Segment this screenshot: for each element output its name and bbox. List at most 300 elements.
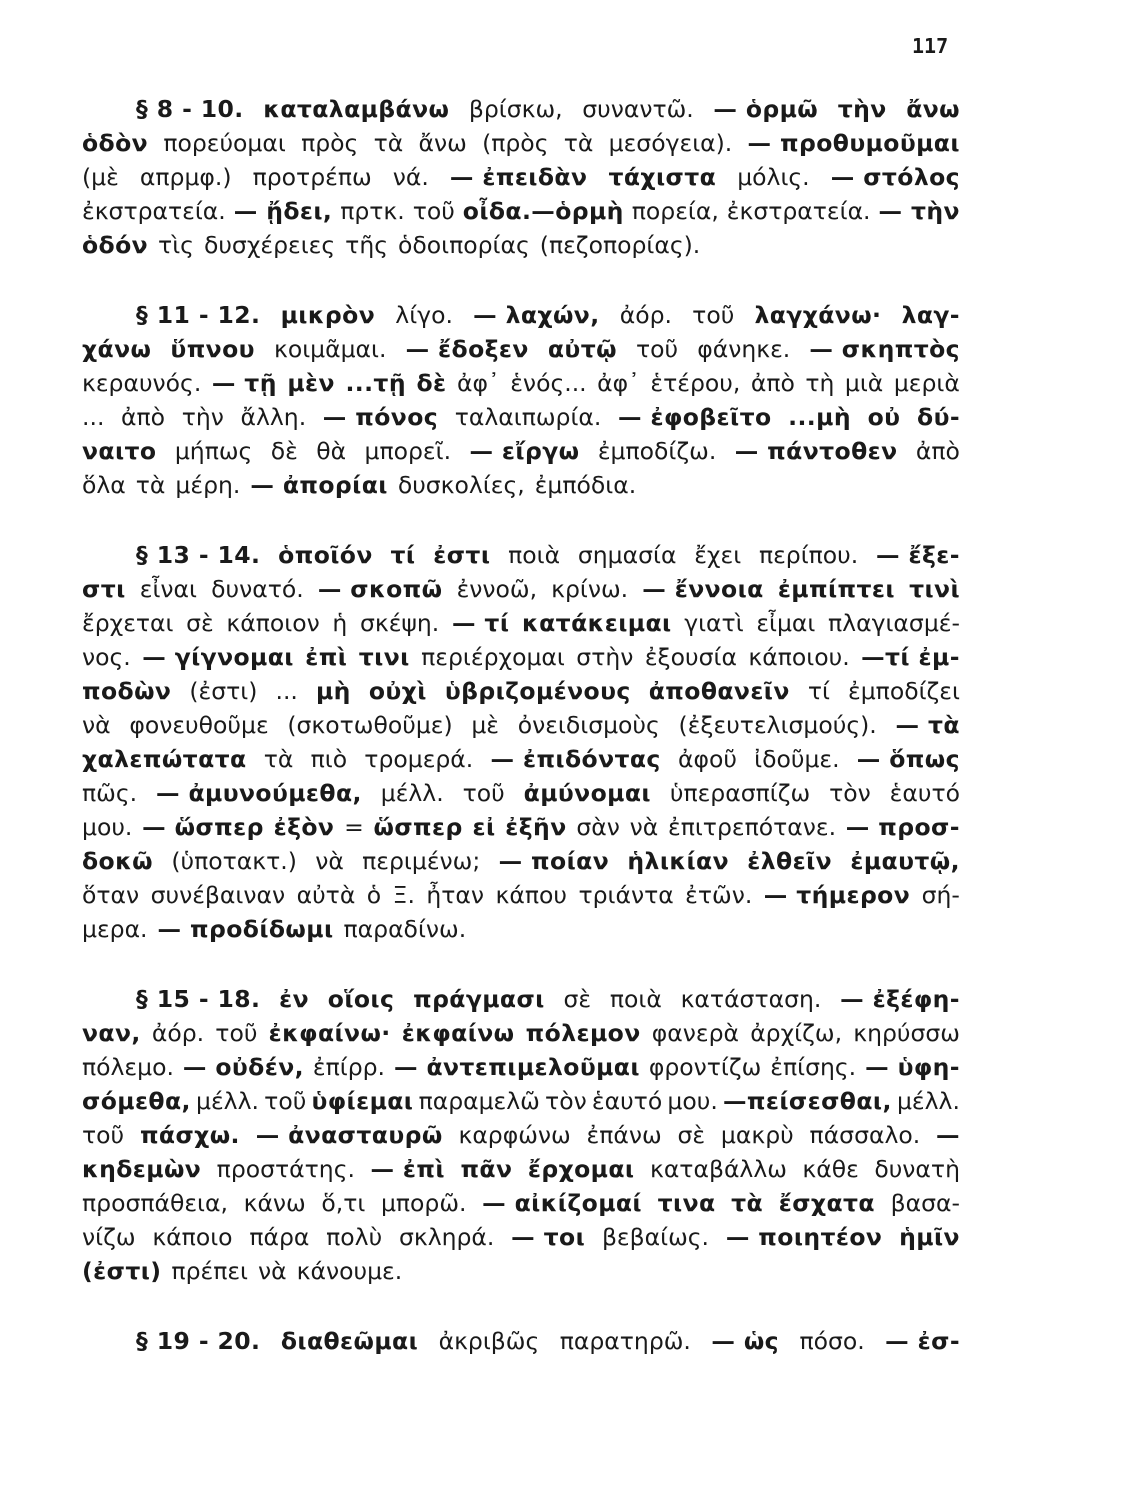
definition-word: τὰ — [263, 745, 294, 773]
definition-word: (ἐστι) — [189, 677, 258, 705]
text-line — [82, 228, 960, 262]
definition-word: ἄλλη. — [240, 403, 307, 431]
headword: — τῇ — [211, 369, 277, 397]
headword: ἐξῆν — [505, 813, 567, 841]
definition-word: τοῦ — [462, 779, 505, 807]
headword: — ὥσπερ — [142, 813, 264, 841]
definition-word: ἐκστρατεία. — [82, 197, 226, 225]
text-line — [82, 160, 960, 194]
headword: — σκηπτὸς — [809, 335, 960, 363]
definition-word: σκληρά. — [398, 1223, 495, 1251]
definition-word: σὲ — [563, 985, 592, 1013]
headword: — σκοπῶ — [317, 575, 443, 603]
definition-word: σή- — [921, 881, 960, 909]
text-line — [82, 366, 960, 400]
headword: — ποιητέον — [725, 1223, 883, 1251]
headword: ἐμαυτῷ, — [850, 847, 960, 875]
definition-word: παραδίνω. — [343, 915, 467, 943]
headword: εἰ — [472, 813, 496, 841]
definition-word: ὁδοιπορίας — [398, 231, 530, 259]
definition-word: ἐμποδίζει — [848, 677, 960, 705]
definition-word: ὅλα — [82, 471, 126, 499]
definition-word: μου. — [667, 1087, 718, 1115]
text-line — [82, 1152, 960, 1186]
headword: τινα — [657, 1189, 716, 1217]
headword: καταλαμβάνω — [263, 95, 450, 123]
headword: —πείσεσθαι, — [723, 1087, 892, 1115]
definition-word: μακρὺ — [720, 1121, 794, 1149]
definition-word: θὰ — [316, 437, 347, 465]
text-line — [82, 1016, 960, 1050]
definition-word: τοῦ — [412, 197, 455, 225]
text-line — [82, 400, 960, 434]
definition-word: ἐξουσία — [644, 643, 737, 671]
headword: — ἀντεπιμελοῦμαι — [393, 1053, 640, 1081]
definition-word: μπορῶ. — [380, 1189, 467, 1217]
definition-word: ἀρχίζω, — [750, 1019, 843, 1047]
headword: δὲ — [416, 369, 447, 397]
headword: ὑβριζομένους — [444, 677, 631, 705]
definition-word: τὸν — [829, 779, 871, 807]
text-line — [82, 572, 960, 606]
headword: ὁδὸν — [82, 129, 149, 157]
headword: τὴν — [837, 95, 887, 123]
definition-word: κοιμᾶμαι. — [273, 335, 387, 363]
headword: ...τῇ — [345, 369, 406, 397]
headword: — τὴν — [878, 197, 960, 225]
definition-word: πόσο. — [799, 1327, 865, 1355]
headword: μικρὸν — [280, 301, 376, 329]
definition-word: ἰδοῦμε. — [754, 745, 840, 773]
definition-word: (πεζοπορίας). — [539, 231, 701, 259]
headword: πόλεμον — [525, 1019, 641, 1047]
headword: — οὐδέν, — [182, 1053, 304, 1081]
headword: — εἴργω — [469, 437, 580, 465]
headword: κατάκειμαι — [522, 609, 672, 637]
definition-word: ἐπάνω — [586, 1121, 662, 1149]
text-line — [82, 606, 960, 640]
definition-word: νος. — [82, 643, 131, 671]
definition-word: ἑαυτό — [591, 1087, 663, 1115]
headword: λαγχάνω· — [754, 301, 882, 329]
headword: — ἀμυνούμεθα, — [156, 779, 362, 807]
definition-word: στὴν — [576, 643, 634, 671]
definition-word: πόλεμο. — [82, 1053, 174, 1081]
definition-word: (πρὸς — [482, 129, 549, 157]
definition-word: ἀφοῦ — [677, 745, 737, 773]
text-line — [136, 538, 960, 572]
definition-word: εἶναι — [139, 575, 197, 603]
definition-word: ἑνός... — [510, 369, 587, 397]
headword: μὲν — [287, 369, 335, 397]
headword: λαγ- — [901, 301, 960, 329]
definition-word: πάσσαλο. — [809, 1121, 921, 1149]
definition-word: (ἐξευτελισμούς). — [678, 711, 877, 739]
text-line — [82, 708, 960, 742]
headword: χαλεπώτατα — [82, 745, 247, 773]
definition-word: μέρη. — [175, 471, 241, 499]
headword: — ἀπορίαι — [250, 471, 388, 499]
definition-word: λίγο. — [395, 301, 453, 329]
definition-word: κάνουμε. — [296, 1257, 403, 1285]
definition-word: δυσκολίες, — [397, 471, 525, 499]
headword: διαθεῶμαι — [280, 1327, 419, 1355]
headword: — ὁρμῶ — [713, 95, 819, 123]
headword: — ὑφη- — [865, 1053, 960, 1081]
definition-word: ... — [275, 677, 298, 705]
headword: § 15 - 18. — [136, 985, 261, 1013]
definition-word: δυσχέρειες — [203, 231, 336, 259]
headword: οὐχὶ — [368, 677, 427, 705]
headword: —τί ἐμ- — [861, 643, 960, 671]
definition-word: ὁ — [366, 881, 382, 909]
headword: — ἔννοια — [642, 575, 764, 603]
headword: τινι — [358, 643, 410, 671]
definition-word: νὰ — [315, 847, 344, 875]
definition-word: πιὸ — [310, 745, 348, 773]
text-line — [82, 1254, 960, 1288]
definition-word: ἔχει — [694, 541, 742, 569]
headword: ὁποῖόν — [278, 541, 373, 569]
headword: ἐν — [279, 985, 310, 1013]
text-line — [82, 674, 960, 708]
definition-word: κατάσταση. — [680, 985, 822, 1013]
definition-word: βρίσκω, — [468, 95, 563, 123]
definition-word: ποιὰ — [609, 985, 662, 1013]
headword: ἀποθανεῖν — [648, 677, 790, 705]
definition-word: ... — [82, 403, 105, 431]
text-line — [82, 776, 960, 810]
headword: σόμεθα, — [82, 1087, 191, 1115]
headword: ναν, — [82, 1019, 141, 1047]
definition-word: ἡ — [332, 609, 348, 637]
headword: ἄνω — [906, 95, 960, 123]
headword: ἐμπίπτει — [777, 575, 895, 603]
headword: ὁδόν — [82, 231, 149, 259]
definition-word: ἐτῶν. — [685, 881, 753, 909]
text-line — [82, 194, 960, 228]
headword: τάχιστα — [608, 163, 717, 191]
headword: — προσ- — [845, 813, 960, 841]
headword: αὐτῷ — [547, 335, 617, 363]
definition-word: ἐπιτρεπότανε. — [668, 813, 837, 841]
definition-word: μέλλ. — [896, 1087, 960, 1115]
headword: — ἐπὶ — [370, 1155, 445, 1183]
definition-word: ἀόρ. — [151, 1019, 205, 1047]
definition-word: ἦταν — [426, 881, 485, 909]
text-line — [82, 434, 960, 468]
headword: — ᾔδει, — [233, 197, 333, 225]
headword: ὥσπερ — [373, 813, 463, 841]
definition-word: μου. — [82, 813, 133, 841]
text-line — [82, 912, 960, 946]
definition-word: νίζω — [82, 1223, 136, 1251]
text-line — [82, 1186, 960, 1220]
headword: — λαχών, — [473, 301, 600, 329]
text-line — [82, 1084, 960, 1118]
definition-word: τοῦ — [692, 301, 735, 329]
headword: στι — [82, 575, 126, 603]
definition-word: κηρύσσω — [853, 1019, 960, 1047]
headword: — στόλος — [830, 163, 960, 191]
text-line — [136, 92, 960, 126]
headword: δοκῶ — [82, 847, 154, 875]
definition-word: συνέβαιναν — [150, 881, 286, 909]
definition-word: ἀκριβῶς — [438, 1327, 540, 1355]
headword: ἐστι — [433, 541, 491, 569]
definition-word: νὰ — [82, 711, 111, 739]
definition-word: ἔρχεται — [82, 609, 174, 637]
definition-word: τριάντα — [578, 881, 674, 909]
definition-word: ἀπὸ — [915, 437, 960, 465]
headword: § 8 - 10. — [136, 95, 244, 123]
text-line — [82, 1118, 960, 1152]
definition-word: ἀφ᾽ — [456, 369, 500, 397]
headword: — προθυμοῦμαι — [747, 129, 960, 157]
definition-word: ἐπίρρ. — [312, 1053, 386, 1081]
definition-word: φανερὰ — [651, 1019, 740, 1047]
text-line — [82, 1050, 960, 1084]
definition-word: νά. — [392, 163, 429, 191]
headword: ἐξὸν — [273, 813, 335, 841]
headword: ἐπὶ — [305, 643, 348, 671]
headword: τινὶ — [909, 575, 960, 603]
definition-word: ταλαιπωρία. — [454, 403, 602, 431]
definition-word: τοῦ — [636, 335, 679, 363]
definition-word: ἑτέρου, — [650, 369, 741, 397]
definition-word: προτρέπω — [252, 163, 372, 191]
definition-word: ἄνω — [418, 129, 467, 157]
definition-word: ἀπὸ — [750, 369, 795, 397]
headword: — ἐσ- — [885, 1327, 960, 1355]
text-line — [136, 1324, 960, 1358]
text-line — [136, 982, 960, 1016]
headword: ἐλθεῖν — [747, 847, 833, 875]
headword: πράγμασι — [413, 985, 545, 1013]
definition-word: τὴν — [181, 403, 224, 431]
definition-word: κάποιον — [226, 609, 320, 637]
definition-word: μέλλ. — [196, 1087, 259, 1115]
definition-word: ὀνειδισμοὺς — [517, 711, 660, 739]
definition-word: μεριὰ — [893, 369, 960, 397]
definition-word: ἐμπόδια. — [534, 471, 637, 499]
headword: — ἀνασταυρῶ — [255, 1121, 443, 1149]
headword: κηδεμὼν — [82, 1155, 202, 1183]
definition-word: ὅ,τι — [321, 1189, 366, 1217]
definition-word: τὴ — [805, 369, 835, 397]
definition-word: τοῦ — [82, 1121, 125, 1149]
definition-word: μέλλ. — [380, 779, 444, 807]
definition-word: τοῦ — [215, 1019, 258, 1047]
definition-word: μὲ — [471, 711, 500, 739]
headword: § 11 - 12. — [136, 301, 261, 329]
headword: ναιτο — [82, 437, 157, 465]
headword: ἀμύνομαι — [523, 779, 651, 807]
definition-word: ὑπερασπίζω — [669, 779, 811, 807]
text-line — [82, 468, 960, 502]
definition-word: κάθε — [802, 1155, 859, 1183]
headword: οὐ — [867, 403, 901, 431]
headword: ἔσχατα — [778, 1189, 875, 1217]
headword: οἵοις — [327, 985, 395, 1013]
definition-word: εἶμαι — [756, 609, 816, 637]
headword: πᾶν — [460, 1155, 513, 1183]
headword: ἔρχομαι — [527, 1155, 635, 1183]
definition-word: κάποιο — [152, 1223, 233, 1251]
headword: (ἐστι) — [82, 1257, 162, 1285]
definition-word: τὰ — [135, 471, 166, 499]
definition-word: πάρα — [249, 1223, 310, 1251]
definition-word: μήπως — [174, 437, 253, 465]
definition-word: πορεύομαι — [163, 129, 286, 157]
text-line — [82, 640, 960, 674]
definition-word: προστάτης. — [216, 1155, 355, 1183]
definition-word: (μὲ — [82, 163, 119, 191]
headword: ὕπνου — [170, 335, 255, 363]
headword: ἐκφαίνω· — [268, 1019, 391, 1047]
headword: τὰ — [731, 1189, 764, 1217]
definition-word: πλαγιασμέ- — [828, 609, 960, 637]
headword: πάσχω. — [139, 1121, 240, 1149]
definition-word: φονευθοῦμε — [129, 711, 269, 739]
headword: — πάντοθεν — [734, 437, 898, 465]
headword: ἡμῖν — [899, 1223, 960, 1251]
definition-word: περίπου. — [758, 541, 859, 569]
definition-word: τί — [807, 677, 830, 705]
definition-word: πρέπει — [171, 1257, 248, 1285]
headword: — ἐφοβεῖτο — [618, 403, 772, 431]
headword: — τοι — [511, 1223, 586, 1251]
definition-word: καρφώνω — [458, 1121, 571, 1149]
definition-word: νὰ — [258, 1257, 287, 1285]
page-number: 117 — [912, 34, 949, 58]
headword: — ὅπως — [856, 745, 960, 773]
definition-word: φάνηκε. — [697, 335, 791, 363]
definition-word: κάπου — [495, 881, 567, 909]
headword: ἐκφαίνω — [401, 1019, 515, 1047]
headword: — τί — [451, 609, 510, 637]
headword: ὑφίεμαι — [311, 1087, 414, 1115]
definition-word: κρίνω. — [551, 575, 629, 603]
headword: — ἔδοξεν — [405, 335, 529, 363]
text-line — [82, 810, 960, 844]
headword: δύ- — [917, 403, 960, 431]
headword: ἡλικίαν — [627, 847, 729, 875]
definition-word: περιέρχομαι — [421, 643, 565, 671]
definition-word: πρτκ. — [340, 197, 405, 225]
headword: ποδὼν — [82, 677, 172, 705]
definition-word: μόλις. — [737, 163, 810, 191]
headword: — ἐπειδὰν — [449, 163, 588, 191]
definition-word: φροντίζω — [648, 1053, 762, 1081]
definition-word: πῶς. — [82, 779, 138, 807]
definition-word: τὰ — [563, 129, 594, 157]
definition-word: προσπάθεια, — [82, 1189, 228, 1217]
definition-word: (ὑποτακτ.) — [171, 847, 297, 875]
headword: § 13 - 14. — [136, 541, 261, 569]
definition-word: δυνατὴ — [874, 1155, 960, 1183]
headword: τί — [390, 541, 416, 569]
headword: μὴ — [315, 677, 351, 705]
definition-word: σημασία — [577, 541, 677, 569]
definition-word: σὰν — [576, 813, 620, 841]
definition-word: σκέψη. — [359, 609, 440, 637]
definition-word: μερα. — [82, 915, 148, 943]
definition-word: καταβάλλω — [649, 1155, 787, 1183]
definition-word: ἐμποδίζω. — [597, 437, 717, 465]
definition-word: τὶς — [158, 231, 194, 259]
definition-word: μεσόγεια). — [608, 129, 733, 157]
definition-word: ἐκστρατεία. — [726, 197, 871, 225]
definition-word: απρμφ.) — [139, 163, 232, 191]
definition-word: πολὺ — [326, 1223, 383, 1251]
text-line — [82, 1220, 960, 1254]
definition-word: δυνατό. — [211, 575, 304, 603]
definition-word: ἀφ᾽ — [597, 369, 640, 397]
headword: — ἐξέφη- — [840, 985, 960, 1013]
text-line — [82, 126, 960, 160]
definition-word: σὲ — [186, 609, 214, 637]
headword: οἶδα.—ὁρμὴ — [462, 197, 624, 225]
text-line — [82, 742, 960, 776]
definition-word: τῆς — [345, 231, 389, 259]
definition-word: τὸν — [545, 1087, 587, 1115]
headword: — ἐπιδόντας — [490, 745, 661, 773]
headword: χάνω — [82, 335, 152, 363]
definition-word: = — [344, 813, 364, 841]
definition-word: μιὰ — [844, 369, 884, 397]
definition-word: ἀόρ. — [619, 301, 672, 329]
headword: — — [936, 1121, 960, 1149]
text-line — [136, 298, 960, 332]
definition-word: τρομερά. — [364, 745, 474, 773]
headword: — ἔξε- — [876, 541, 960, 569]
text-line — [82, 332, 960, 366]
definition-word: πρὸς — [301, 129, 359, 157]
definition-word: ἀπὸ — [121, 403, 166, 431]
definition-word: περιμένω; — [362, 847, 481, 875]
definition-word: ὅταν — [82, 881, 140, 909]
definition-word: βεβαίως. — [601, 1223, 710, 1251]
definition-word: μπορεῖ. — [364, 437, 452, 465]
headword: — τήμερον — [763, 881, 911, 909]
definition-word: δὲ — [270, 437, 298, 465]
headword: — γίγνομαι — [142, 643, 294, 671]
definition-word: ἑαυτό — [889, 779, 960, 807]
definition-word: ἐννοῶ, — [456, 575, 538, 603]
headword: § 19 - 20. — [136, 1327, 261, 1355]
definition-word: παραμελῶ — [418, 1087, 540, 1115]
headword: — ὡς — [711, 1327, 779, 1355]
headword: — πόνος — [322, 403, 439, 431]
definition-word: Ξ. — [392, 881, 415, 909]
headword: — ποίαν — [498, 847, 610, 875]
text-line — [82, 878, 960, 912]
headword: ...μὴ — [788, 403, 851, 431]
definition-word: παρατηρῶ. — [559, 1327, 691, 1355]
headword: — αἰκίζομαί — [482, 1189, 642, 1217]
definition-word: τὰ — [373, 129, 404, 157]
definition-word: γιατὶ — [684, 609, 744, 637]
definition-word: νὰ — [629, 813, 659, 841]
definition-word: (σκοτωθοῦμε) — [287, 711, 453, 739]
definition-word: σὲ — [677, 1121, 706, 1149]
definition-word: συναντῶ. — [582, 95, 694, 123]
headword: — τὰ — [895, 711, 960, 739]
text-line — [82, 844, 960, 878]
definition-word: βασα- — [890, 1189, 960, 1217]
definition-word: τοῦ — [264, 1087, 307, 1115]
